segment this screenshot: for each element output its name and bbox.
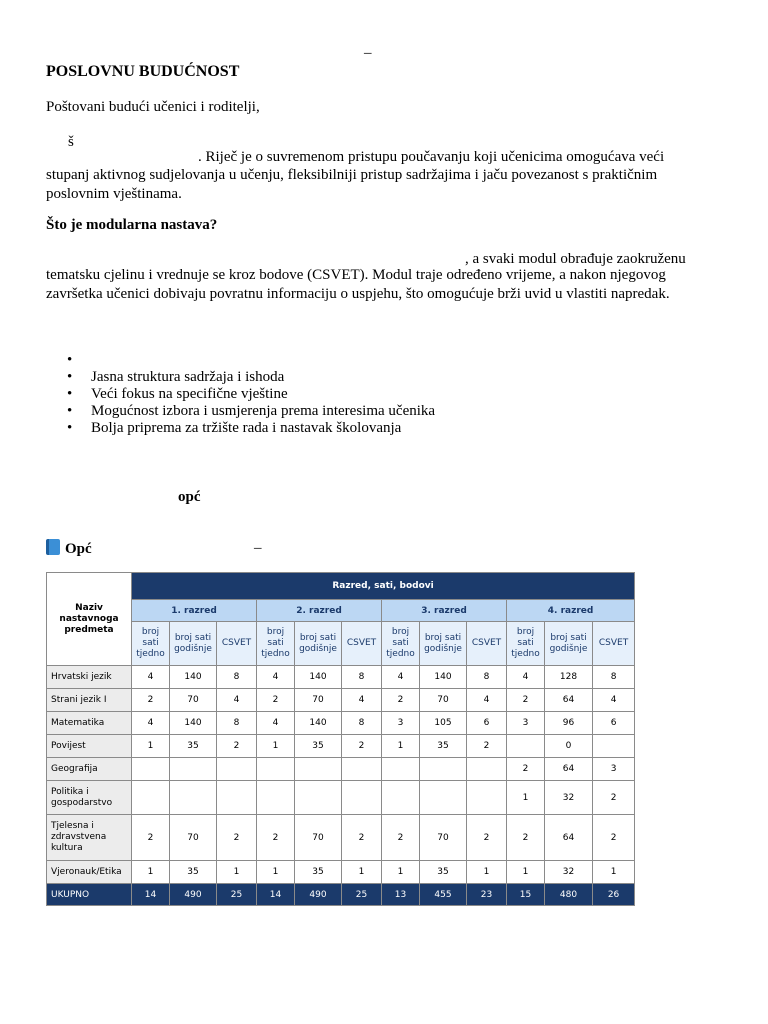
column-header: CSVET xyxy=(217,622,257,666)
table-cell: 2 xyxy=(593,815,635,861)
table-cell xyxy=(382,758,420,781)
table-cell: 2 xyxy=(257,689,295,712)
table-cell xyxy=(217,758,257,781)
table-cell: 70 xyxy=(295,815,342,861)
column-header: CSVET xyxy=(467,622,507,666)
grade-header: 2. razred xyxy=(257,600,382,622)
table-row xyxy=(47,758,635,781)
subject-name: Matematika xyxy=(47,712,132,735)
subject-name-header: Naziv nastavnoga predmeta xyxy=(47,573,132,666)
list-item: • Veći fokus na specifične vještine xyxy=(46,386,686,403)
intro-fragment: . Riječ je o suvremenom pristupu poučavanju koji učenicima omogućava veći xyxy=(198,149,665,165)
table-cell: 35 xyxy=(170,735,217,758)
table-cell: 1 xyxy=(132,861,170,884)
subject-name: Hrvatski jezik xyxy=(47,666,132,689)
table-cell xyxy=(420,781,467,815)
table-cell xyxy=(170,758,217,781)
total-cell: 490 xyxy=(295,884,342,906)
grade-header: 3. razred xyxy=(382,600,507,622)
section-dash: – xyxy=(254,540,262,556)
table-cell: 8 xyxy=(593,666,635,689)
table-cell: 1 xyxy=(593,861,635,884)
table-cell: 8 xyxy=(467,666,507,689)
table-cell xyxy=(382,781,420,815)
total-row xyxy=(47,884,635,906)
table-cell xyxy=(342,758,382,781)
column-header: broj sati tjedno xyxy=(507,622,545,666)
table-row xyxy=(47,689,635,712)
table-cell xyxy=(593,735,635,758)
subject-name: Vjeronauk/Etika xyxy=(47,861,132,884)
table-cell xyxy=(295,758,342,781)
grade-header: 4. razred xyxy=(507,600,635,622)
column-header: broj sati godišnje xyxy=(170,622,217,666)
table-cell: 35 xyxy=(295,735,342,758)
table-cell: 2 xyxy=(467,815,507,861)
column-header: CSVET xyxy=(342,622,382,666)
table-cell: 8 xyxy=(342,712,382,735)
subject-name: Strani jezik I xyxy=(47,689,132,712)
table-cell: 2 xyxy=(507,815,545,861)
total-label: UKUPNO xyxy=(47,884,132,906)
table-cell: 1 xyxy=(382,861,420,884)
list-item xyxy=(46,352,686,369)
table-cell: 3 xyxy=(382,712,420,735)
table-cell xyxy=(295,781,342,815)
table-cell: 2 xyxy=(257,815,295,861)
table-cell: 6 xyxy=(593,712,635,735)
table-cell: 4 xyxy=(132,666,170,689)
subject-name: Povijest xyxy=(47,735,132,758)
section-heading: Što je modularna nastava? xyxy=(46,217,218,233)
table-cell: 140 xyxy=(170,712,217,735)
table-cell: 140 xyxy=(295,712,342,735)
table-cell: 8 xyxy=(217,666,257,689)
fragment-opc: opć xyxy=(178,489,201,505)
table-row xyxy=(47,815,635,861)
table-cell: 2 xyxy=(507,689,545,712)
table-cell: 35 xyxy=(420,735,467,758)
table-cell: 4 xyxy=(342,689,382,712)
benefits-list xyxy=(46,352,686,437)
column-header: broj sati godišnje xyxy=(545,622,593,666)
table-cell xyxy=(467,758,507,781)
table-cell: 64 xyxy=(545,689,593,712)
table-section-label xyxy=(46,539,92,559)
total-cell: 13 xyxy=(382,884,420,906)
table-cell: 32 xyxy=(545,861,593,884)
table-cell: 2 xyxy=(342,815,382,861)
table-cell: 96 xyxy=(545,712,593,735)
table-cell: 1 xyxy=(342,861,382,884)
table-cell: 70 xyxy=(420,689,467,712)
table-cell: 8 xyxy=(217,712,257,735)
table-row xyxy=(47,735,635,758)
table-cell xyxy=(132,758,170,781)
table-cell: 4 xyxy=(257,712,295,735)
total-cell: 26 xyxy=(593,884,635,906)
table-cell: 1 xyxy=(507,781,545,815)
table-cell: 4 xyxy=(467,689,507,712)
table-cell: 2 xyxy=(217,735,257,758)
total-cell: 23 xyxy=(467,884,507,906)
book-icon xyxy=(46,539,60,555)
table-cell: 1 xyxy=(467,861,507,884)
header-dash: – xyxy=(364,45,372,61)
total-cell: 14 xyxy=(132,884,170,906)
table-cell: 2 xyxy=(507,758,545,781)
page-title: POSLOVNU BUDUĆNOST xyxy=(46,63,240,80)
column-header: broj sati tjedno xyxy=(382,622,420,666)
table-cell: 3 xyxy=(507,712,545,735)
table-cell: 64 xyxy=(545,815,593,861)
total-cell: 25 xyxy=(342,884,382,906)
column-header: broj sati godišnje xyxy=(420,622,467,666)
table-cell: 4 xyxy=(593,689,635,712)
group-header: Razred, sati, bodovi xyxy=(132,573,635,600)
table-cell: 2 xyxy=(342,735,382,758)
table-row xyxy=(47,781,635,815)
column-header: CSVET xyxy=(593,622,635,666)
table-cell xyxy=(170,781,217,815)
table-cell: 35 xyxy=(420,861,467,884)
table-cell: 4 xyxy=(507,666,545,689)
table-cell: 1 xyxy=(217,861,257,884)
table-cell: 1 xyxy=(382,735,420,758)
table-cell: 0 xyxy=(545,735,593,758)
total-cell: 25 xyxy=(217,884,257,906)
section-label-text: Opć xyxy=(65,541,92,557)
table-cell: 1 xyxy=(507,861,545,884)
table-cell: 128 xyxy=(545,666,593,689)
subject-name: Geografija xyxy=(47,758,132,781)
table-cell: 1 xyxy=(132,735,170,758)
total-cell: 15 xyxy=(507,884,545,906)
table-cell: 4 xyxy=(132,712,170,735)
grade-header: 1. razred xyxy=(132,600,257,622)
table-cell: 105 xyxy=(420,712,467,735)
table-cell xyxy=(257,781,295,815)
table-cell: 4 xyxy=(257,666,295,689)
table-cell xyxy=(257,758,295,781)
total-cell: 455 xyxy=(420,884,467,906)
table-cell: 70 xyxy=(420,815,467,861)
table-cell: 2 xyxy=(593,781,635,815)
table-cell: 2 xyxy=(382,689,420,712)
table-cell: 70 xyxy=(170,689,217,712)
table-cell: 32 xyxy=(545,781,593,815)
stray-char: š xyxy=(68,134,74,150)
modular-fragment: , a svaki modul obrađuje zaokruženu xyxy=(465,251,686,267)
list-item: • Mogućnost izbora i usmjerenja prema interesima učenika xyxy=(46,403,686,420)
total-cell: 480 xyxy=(545,884,593,906)
column-header: broj sati godišnje xyxy=(295,622,342,666)
table-cell: 6 xyxy=(467,712,507,735)
table-cell: 4 xyxy=(217,689,257,712)
table-cell: 1 xyxy=(257,735,295,758)
table-cell: 4 xyxy=(382,666,420,689)
table-row xyxy=(47,712,635,735)
table-cell xyxy=(420,758,467,781)
table-cell: 2 xyxy=(217,815,257,861)
total-cell: 14 xyxy=(257,884,295,906)
table-cell: 70 xyxy=(170,815,217,861)
list-item: • Bolja priprema za tržište rada i nastavak školovanja xyxy=(46,420,686,437)
table-row xyxy=(47,861,635,884)
list-item: • Jasna struktura sadržaja i ishoda xyxy=(46,369,686,386)
table-cell: 2 xyxy=(467,735,507,758)
table-cell: 35 xyxy=(295,861,342,884)
column-header: broj sati tjedno xyxy=(132,622,170,666)
modular-paragraph: tematsku cjelinu i vrednuje se kroz bodove (CSVET). Modul traje određeno vrijeme, a nakon njegovog završetka učenici dobivaju povratnu informaciju o uspjehu, što omogućuje brži uvid u vlastiti napredak. xyxy=(46,267,670,302)
table-cell: 64 xyxy=(545,758,593,781)
table-cell: 140 xyxy=(420,666,467,689)
table-cell xyxy=(132,781,170,815)
table-cell xyxy=(217,781,257,815)
table-cell: 70 xyxy=(295,689,342,712)
total-cell: 490 xyxy=(170,884,217,906)
table-cell: 1 xyxy=(257,861,295,884)
table-cell xyxy=(467,781,507,815)
column-header: broj sati tjedno xyxy=(257,622,295,666)
subject-name: Politika i gospodarstvo xyxy=(47,781,132,815)
table-cell xyxy=(507,735,545,758)
curriculum-table xyxy=(46,572,635,906)
table-cell: 2 xyxy=(382,815,420,861)
table-cell: 35 xyxy=(170,861,217,884)
table-cell xyxy=(342,781,382,815)
table-cell: 2 xyxy=(132,815,170,861)
greeting: Poštovani budući učenici i roditelji, xyxy=(46,99,260,115)
table-cell: 2 xyxy=(132,689,170,712)
table-row xyxy=(47,666,635,689)
table-cell: 140 xyxy=(295,666,342,689)
subject-name: Tjelesna i zdravstvena kultura xyxy=(47,815,132,861)
intro-paragraph: stupanj aktivnog sudjelovanja u učenju, fleksibilniji pristup sadržajima i jaču povezanost s praktičnim poslovnim vještinama. xyxy=(46,167,658,202)
table-body xyxy=(47,666,635,906)
table-cell: 140 xyxy=(170,666,217,689)
table-cell: 3 xyxy=(593,758,635,781)
table-cell: 8 xyxy=(342,666,382,689)
